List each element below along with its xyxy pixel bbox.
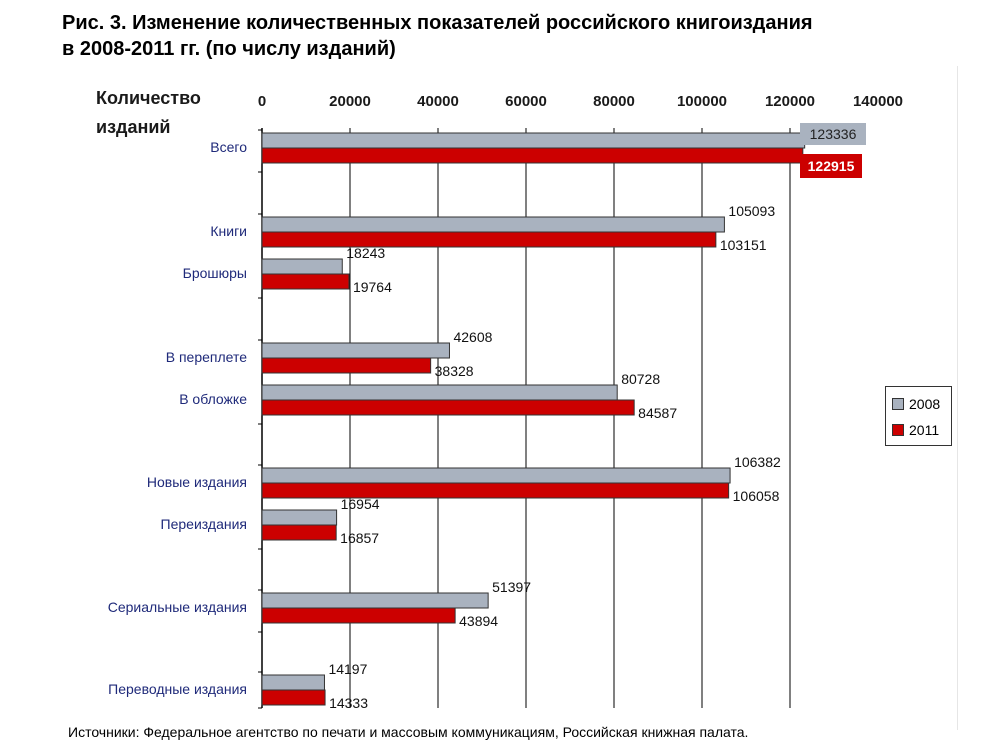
x-tick-label-40000: 40000 [417,93,459,110]
legend-item-2008 [892,396,940,412]
value-label-2008-2: 18243 [346,245,386,261]
value-label-2011-5: 106058 [732,488,780,504]
legend-label-2008: 2008 [909,396,941,412]
legend [885,386,952,446]
chart-title-line-1: Рис. 3. Изменение количественных показателей российского книгоиздания [62,12,813,34]
bar-2011-4 [262,400,634,415]
value-label-2008-0: 123336 [809,126,857,142]
value-label-2008-1: 105093 [728,203,776,219]
value-label-2008-7: 51397 [492,579,532,595]
bar-2011-3 [262,358,431,373]
bar-2011-6 [262,525,336,540]
legend-label-2011: 2011 [909,422,940,438]
y-axis-label-line-1: Количество [96,88,201,108]
category-label-5: Новые издания [146,474,247,490]
category-label-4: В обложке [179,391,247,407]
bar-2008-3 [262,343,449,358]
legend-swatch-2011 [892,424,904,436]
value-label-2008-6: 16954 [340,496,380,512]
value-label-2011-8: 14333 [329,695,369,711]
x-tick-label-120000: 120000 [764,93,816,110]
value-label-2008-3: 42608 [453,329,493,345]
bar-2008-2 [262,259,342,274]
bar-2011-8 [262,690,325,705]
x-tick-label-20000: 20000 [329,93,371,110]
bar-2011-1 [262,232,716,247]
category-label-7: Сериальные издания [107,599,247,615]
bar-2011-2 [262,274,349,289]
source-note: Источники: Федеральное агентство по печати и массовым коммуникациям, Российская книжная палата. [68,724,749,740]
value-label-2008-8: 14197 [328,661,368,677]
value-label-2011-7: 43894 [459,613,499,629]
chart-title-line-2: в 2008-2011 гг. (по числу изданий) [62,38,396,60]
value-label-2011-0: 122915 [807,158,855,174]
value-label-2011-2: 19764 [352,279,392,295]
x-tick-label-140000: 140000 [852,93,904,110]
legend-item-2011 [892,422,939,438]
category-label-2: Брошюры [182,265,247,281]
category-label-0: Всего [210,139,247,155]
bar-2011-7 [262,608,455,623]
bar-2008-6 [262,510,337,525]
value-label-2008-4: 80728 [621,371,661,387]
bar-2011-5 [262,483,729,498]
bar-2008-5 [262,468,730,483]
bar-2008-8 [262,675,324,690]
x-tick-label-80000: 80000 [593,93,635,110]
category-label-1: Книги [210,223,247,239]
value-label-2011-3: 38328 [434,363,474,379]
value-label-2011-1: 103151 [719,237,767,253]
value-label-2011-6: 16857 [340,530,380,546]
category-label-8: Переводные издания [108,681,247,697]
value-label-2008-5: 106382 [734,454,781,470]
bar-2011-0 [262,148,803,163]
bar-2008-7 [262,593,488,608]
bar-2008-0 [262,133,805,148]
bar-2008-4 [262,385,617,400]
legend-swatch-2008 [892,398,904,410]
category-label-6: Переиздания [160,516,247,532]
bar-2008-1 [262,217,724,232]
x-tick-label-0: 0 [257,93,267,110]
y-axis-label-line-2: изданий [96,117,171,137]
x-tick-label-100000: 100000 [676,93,728,110]
category-label-3: В переплете [165,349,247,365]
x-tick-label-60000: 60000 [505,93,547,110]
value-label-2011-4: 84587 [638,405,678,421]
